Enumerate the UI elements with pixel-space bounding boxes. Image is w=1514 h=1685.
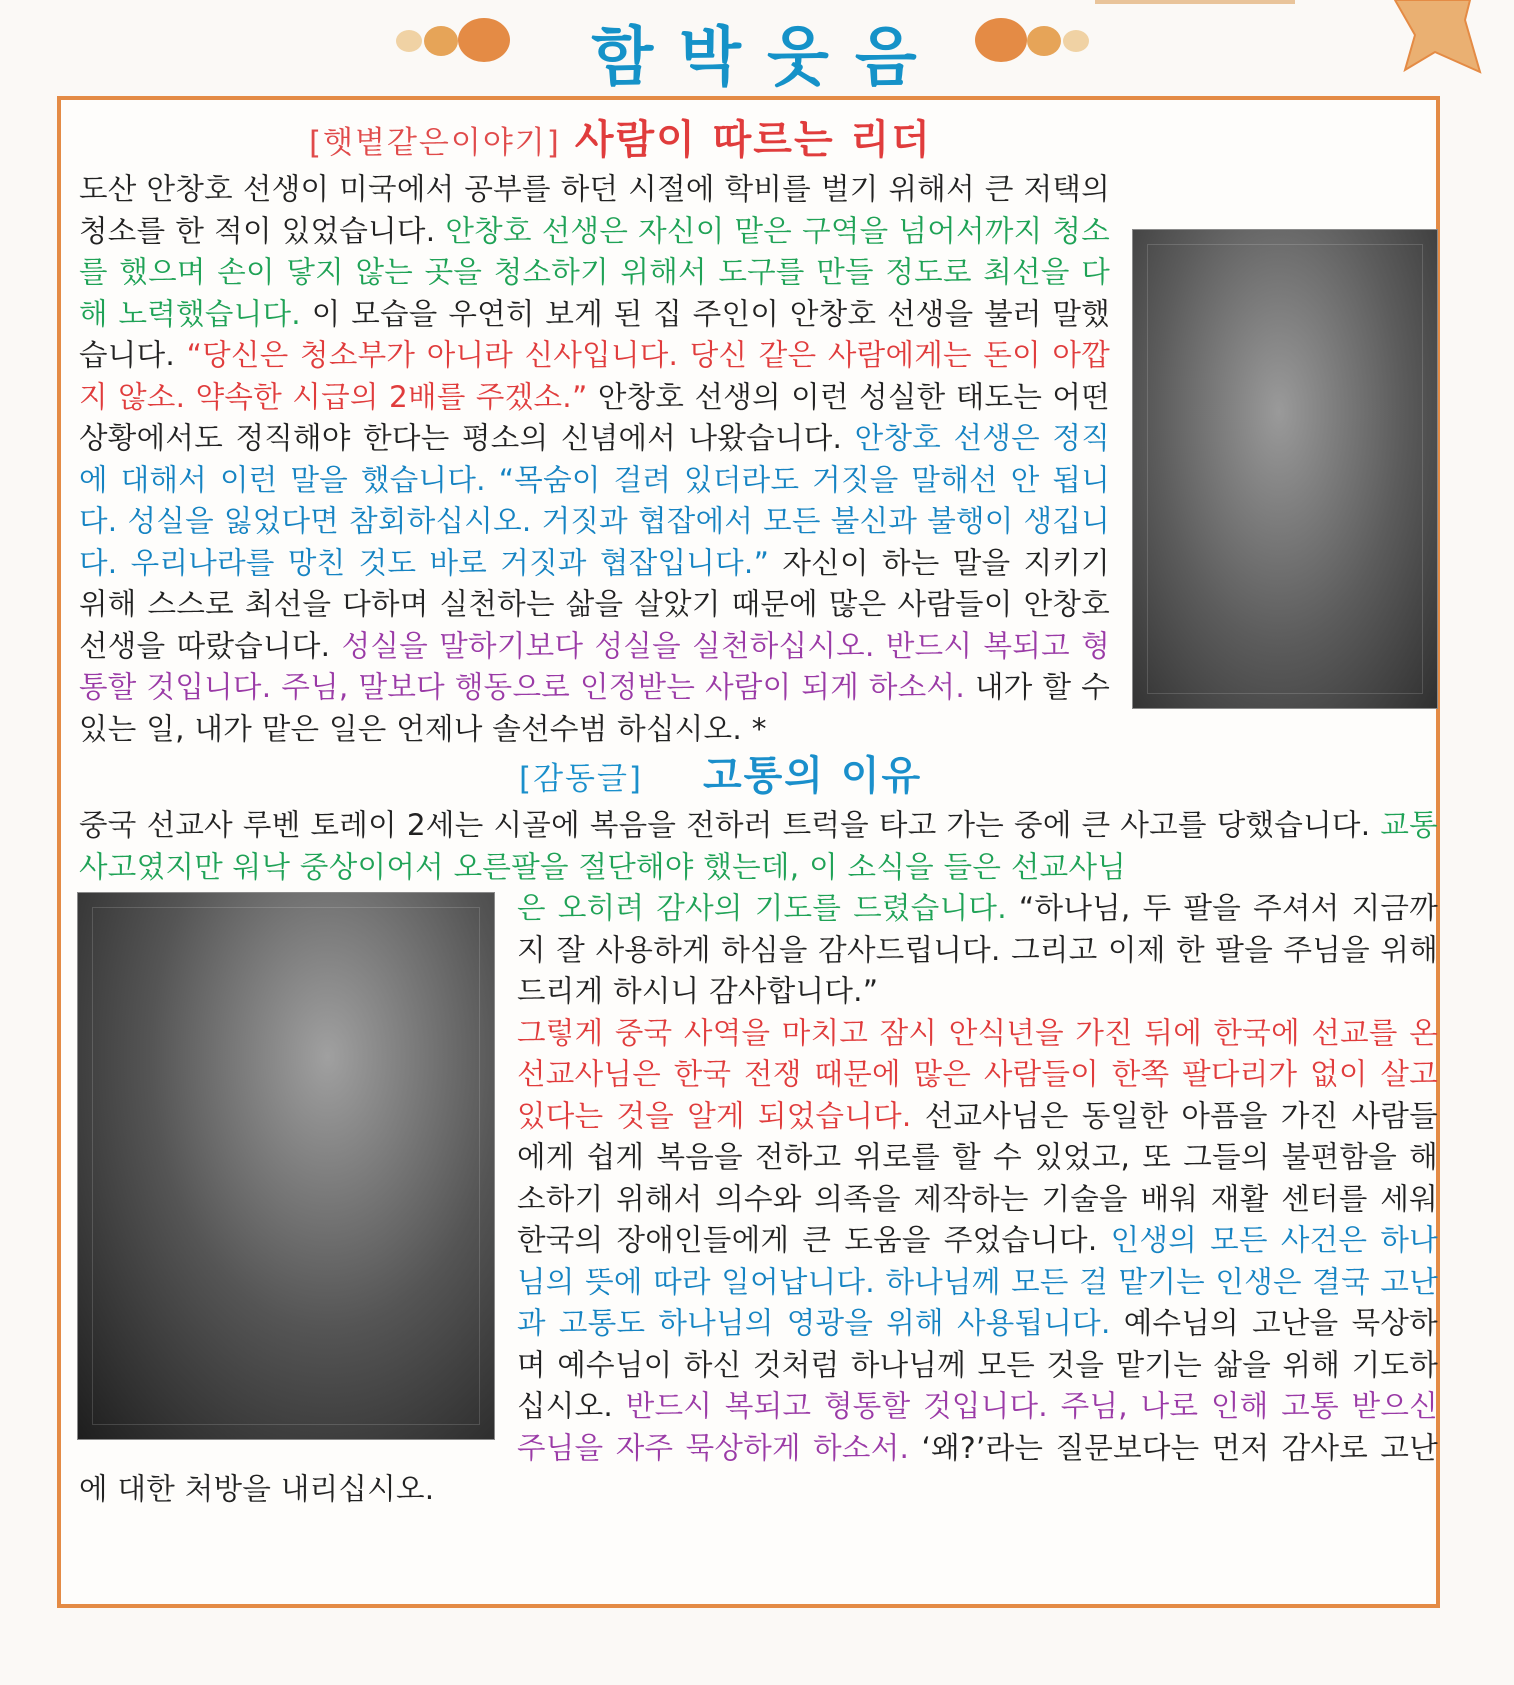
story2-title: 고통의 이유 <box>703 753 923 799</box>
story2-intro-text <box>79 805 1438 888</box>
story2-text <box>79 888 1438 1511</box>
story1-segment: 안창호 선생은 정직에 대해서 이런 말을 했습니다. “목숨이 걸려 있더라도 거짓을 말해선 안 됩니다. 성실을 잃었다면 참회하십시오. 거짓과 협잡에서 모든 불신과 불행이 생깁니다. 우리나라를 망친 것도 바로 거짓과 협잡입니다.” <box>79 421 1110 580</box>
page-title: 함박웃음 <box>591 21 943 95</box>
portrait-photo-icon <box>77 892 495 1440</box>
star-icon <box>1375 0 1485 75</box>
story2-intro-segment: 교통사고였지만 워낙 중상이어서 오른팔을 절단해야 했는데, 이 소식을 들은 선교사님 <box>79 808 1438 884</box>
story2-segment: 은 오히려 감사의 기도를 드렸습니다. <box>517 891 1007 925</box>
story2-segment: “하나님, 두 팔을 주셔서 지금까지 잘 사용하게 하심을 감사드립니다. 그리고 이제 한 팔을 주님을 위해 드리게 하시니 감사합니다.” <box>517 891 1438 1008</box>
page-header <box>0 0 1514 95</box>
story1-segment: 자신이 하는 말을 지키기 위해 스스로 최선을 다하며 실천하는 삶을 살았기 때문에 많은 사람들이 안창호 선생을 따랐습니다. <box>79 545 1110 663</box>
story2-segment: ‘왜?’라는 질문보다는 먼저 감사로 고난에 대한 처방을 내리십시오. <box>79 1430 1438 1506</box>
photo-reuben-torrey <box>77 892 495 1440</box>
story2-intro-segment: 중국 선교사 루벤 토레이 2세는 시골에 복음을 전하러 트럭을 타고 가는 중에 큰 사고를 당했습니다. <box>79 808 1381 842</box>
content-frame <box>57 96 1440 1608</box>
story2-segment: 예수님의 고난을 묵상하며 예수님이 하신 것처럼 하나님께 모든 것을 맡기는 삶을 위해 기도하십시오. <box>517 1306 1438 1423</box>
story1-segment: “당신은 청소부가 아니라 신사입니다. 당신 같은 사람에게는 돈이 아깝지 않소. 약속한 시급의 2배를 주겠소.” <box>79 338 1111 414</box>
story2-segment: 인생의 모든 사건은 하나님의 뜻에 따라 일어납니다. 하나님께 모든 걸 맡기는 인생은 결국 고난과 고통도 하나님의 영광을 위해 사용됩니다. <box>517 1223 1438 1340</box>
story1-text <box>79 169 1438 750</box>
story2-heading <box>79 750 1438 805</box>
story1-tag: [햇볕같은이야기] <box>309 125 561 161</box>
story1-segment: 안창호 선생은 자신이 맡은 구역을 넘어서까지 청소를 했으며 손이 닿지 않는 곳을 청소하기 위해서 도구를 만들 정도로 최선을 다해 노력했습니다. <box>79 213 1110 331</box>
story1-segment: 성실을 말하기보다 성실을 실천하십시오. 반드시 복되고 형통할 것입니다. 주님, 말보다 행동으로 인정받는 사람이 되게 하소서. <box>79 628 1110 704</box>
story2-segment: 그렇게 중국 사역을 마치고 잠시 안식년을 가진 뒤에 한국에 선교를 온 선교사님은 한국 전쟁 때문에 많은 사람들이 한쪽 팔다리가 없이 살고 있다는 것을 알게 되었습니다. <box>517 1015 1438 1133</box>
story1-segment: 이 모습을 우연히 보게 된 집 주인이 안창호 선생을 불러 말했습니다. <box>79 296 1111 372</box>
photo-ahn-changho <box>1132 229 1438 709</box>
story1-title: 사람이 따르는 리더 <box>574 117 932 163</box>
portrait-photo-icon <box>1132 229 1438 709</box>
content-body <box>79 114 1438 1511</box>
header-rule <box>1095 0 1295 4</box>
story1-segment: 내가 할 수 있는 일, 내가 맡은 일은 언제나 솔선수범 하십시오. * <box>79 670 1110 746</box>
story1-heading <box>79 114 1438 169</box>
right-dots-ornament <box>975 18 1105 62</box>
story2-segment: 반드시 복되고 형통할 것입니다. 주님, 나로 인해 고통 받으신 주님을 자주 묵상하게 하소서. <box>517 1389 1439 1465</box>
story2-segment: 선교사님은 동일한 아픔을 가진 사람들에게 쉽게 복음을 전하고 위로를 할 수 있었고, 또 그들의 불편함을 해소하기 위해서 의수와 의족을 제작하는 기술을 배워 재활 센터를 세워 한국의 장애인들에게 큰 도움을 주었습니다. <box>517 1098 1438 1257</box>
story1-segment: 도산 안창호 선생이 미국에서 공부를 하던 시절에 학비를 벌기 위해서 큰 저택의 청소를 한 적이 있었습니다. <box>79 172 1110 248</box>
story2-tag: [감동글] <box>519 761 644 797</box>
story1-segment: 안창호 선생의 이런 성실한 태도는 어떤 상황에서도 정직해야 한다는 평소의 신념에서 나왔습니다. <box>79 379 1110 455</box>
